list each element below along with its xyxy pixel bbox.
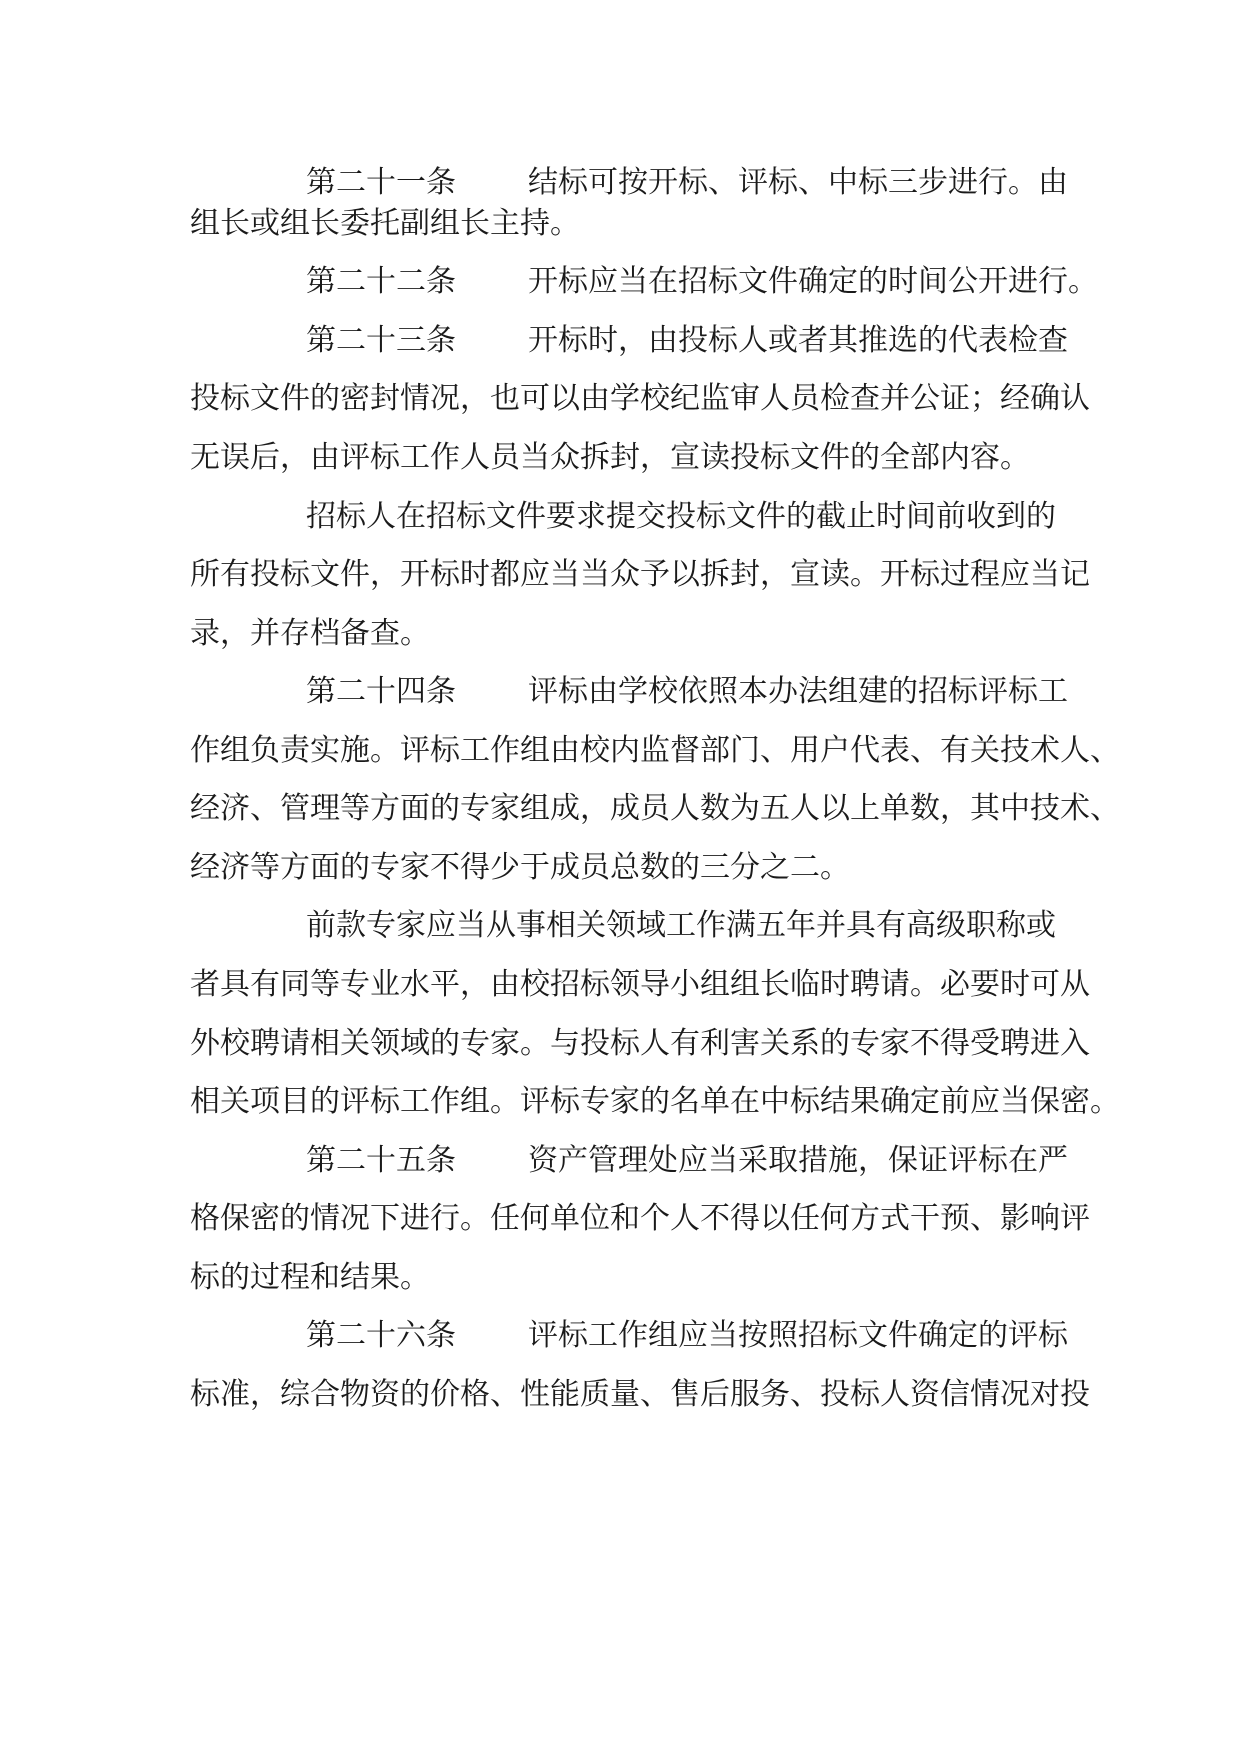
article-22-text: 开标应当在招标文件确定的时间公开进行。 <box>528 264 1098 299</box>
article-23-line-1 <box>306 321 1186 361</box>
article-21-number: 第二十一条 <box>306 165 456 200</box>
article-25-line-2: 格保密的情况下进行。任何单位和个人不得以任何方式干预、影响评 <box>190 1201 1090 1236</box>
article-23-line-3: 无误后，由评标工作人员当众拆封，宣读投标文件的全部内容。 <box>190 440 1030 475</box>
article-22-number: 第二十二条 <box>306 264 456 299</box>
article-21-line-2: 组长或组长委托副组长主持。 <box>190 206 580 241</box>
article-23-number: 第二十三条 <box>306 323 456 358</box>
article-25-number: 第二十五条 <box>306 1143 456 1178</box>
article-24-text: 评标由学校依照本办法组建的招标评标工 <box>528 674 1068 709</box>
article-21-text: 结标可按开标、评标、中标三步进行。由 <box>528 165 1068 200</box>
paragraph-bid-opening-line-1: 招标人在招标文件要求提交投标文件的截止时间前收到的 <box>306 499 1056 534</box>
article-23-text: 开标时，由投标人或者其推选的代表检查 <box>528 323 1068 358</box>
article-24-line-4: 经济等方面的专家不得少于成员总数的三分之二。 <box>190 850 850 885</box>
article-22-line-1 <box>306 262 1186 302</box>
paragraph-experts-line-2: 者具有同等专业水平，由校招标领导小组组长临时聘请。必要时可从 <box>190 967 1090 1002</box>
article-25-line-3: 标的过程和结果。 <box>190 1260 430 1295</box>
article-24-number: 第二十四条 <box>306 674 456 709</box>
paragraph-experts-line-1: 前款专家应当从事相关领域工作满五年并具有高级职称或 <box>306 908 1056 943</box>
article-21-line-1 <box>306 163 1186 203</box>
article-25-text: 资产管理处应当采取措施，保证评标在严 <box>528 1143 1068 1178</box>
article-26-text: 评标工作组应当按照招标文件确定的评标 <box>528 1318 1068 1353</box>
paragraph-experts-line-3: 外校聘请相关领域的专家。与投标人有利害关系的专家不得受聘进入 <box>190 1026 1090 1061</box>
article-23-line-2: 投标文件的密封情况，也可以由学校纪监审人员检查并公证；经确认 <box>190 381 1090 416</box>
article-26-number: 第二十六条 <box>306 1318 456 1353</box>
article-24-line-3: 经济、管理等方面的专家组成，成员人数为五人以上单数，其中技术、 <box>190 791 1120 826</box>
article-24-line-1 <box>306 672 1186 712</box>
article-25-line-1 <box>306 1141 1186 1181</box>
article-26-line-1 <box>306 1316 1186 1356</box>
paragraph-bid-opening-line-3: 录，并存档备查。 <box>190 616 430 651</box>
paragraph-bid-opening-line-2: 所有投标文件，开标时都应当当众予以拆封，宣读。开标过程应当记 <box>190 557 1090 592</box>
paragraph-experts-line-4: 相关项目的评标工作组。评标专家的名单在中标结果确定前应当保密。 <box>190 1084 1120 1119</box>
article-26-line-2: 标准，综合物资的价格、性能质量、售后服务、投标人资信情况对投 <box>190 1377 1090 1412</box>
article-24-line-2: 作组负责实施。评标工作组由校内监督部门、用户代表、有关技术人、 <box>190 733 1120 768</box>
